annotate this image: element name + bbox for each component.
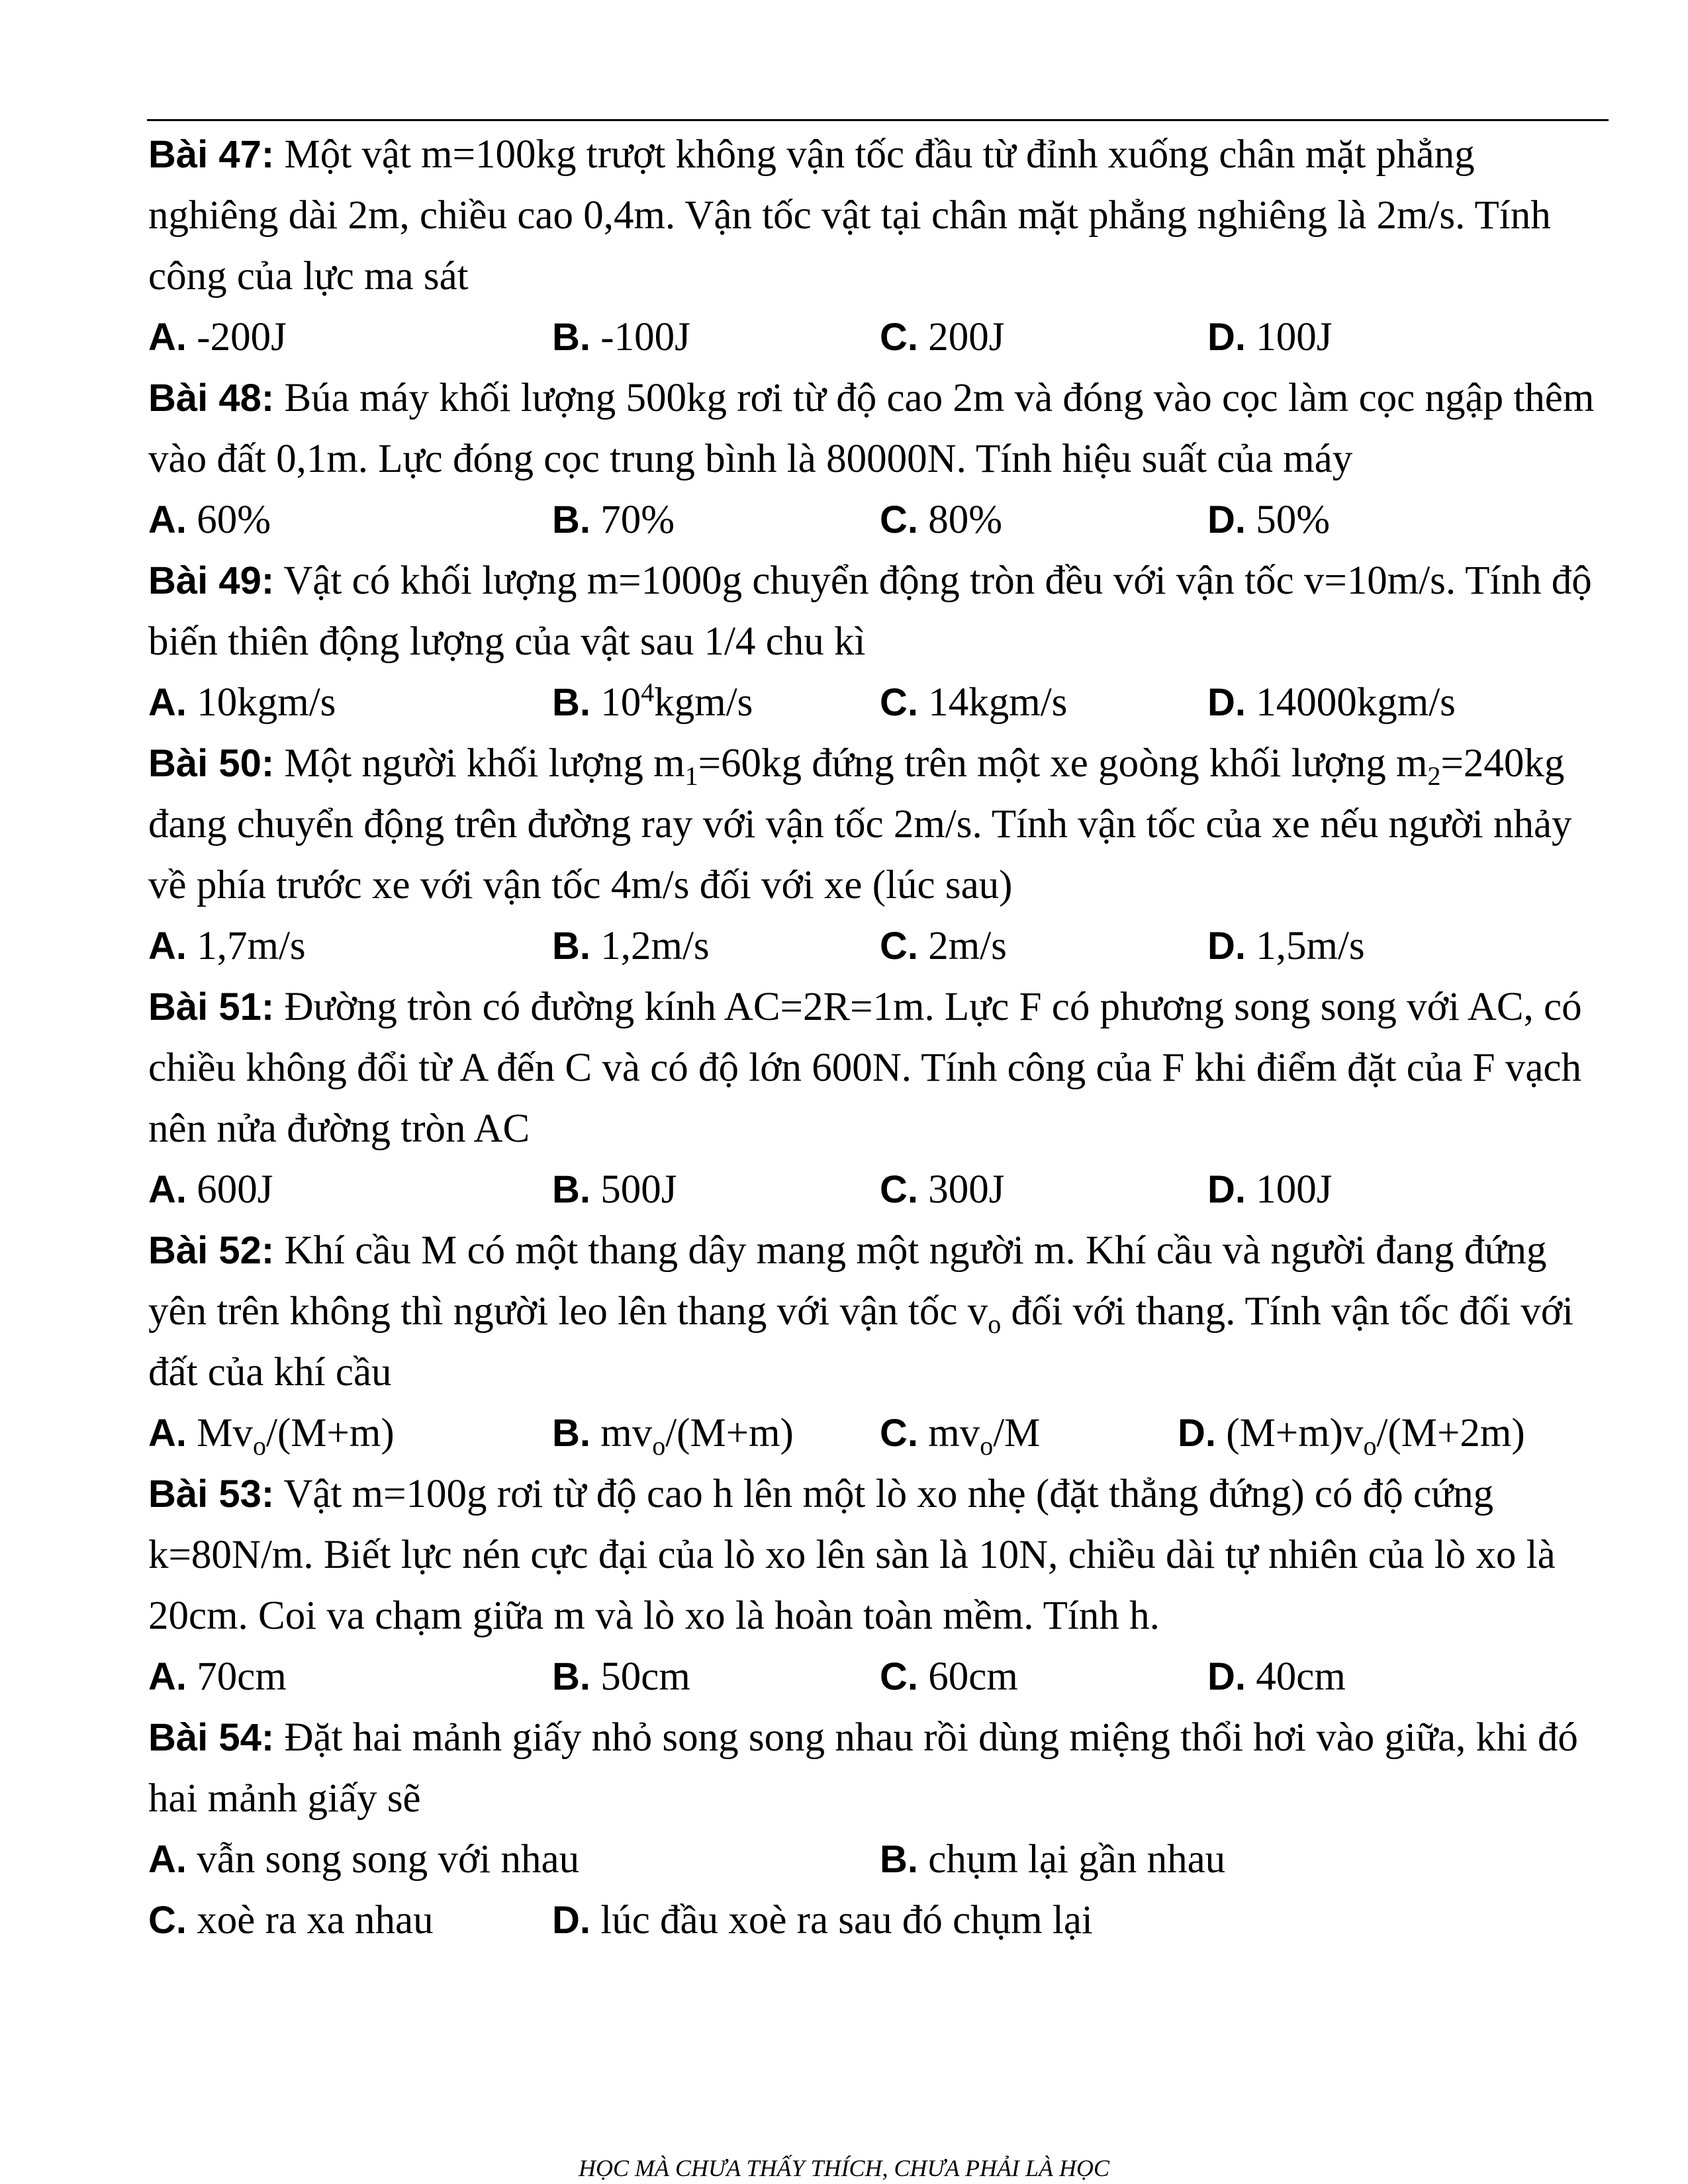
option-c[interactable]: C. $mv_o/M$: [880, 1411, 1041, 1461]
option-a[interactable]: A. $Mv_o/(M+m)$: [148, 1411, 395, 1461]
answer-options: [148, 916, 1611, 977]
problem-text: Đường tròn có đường kính AC=2R=1m. Lực F có phương song song với AC, có chiều không đổi từ A đến C và có độ lớn 600N. Tính công của F khi điểm đặt của F vạch nên nửa đường tròn AC: [148, 985, 1582, 1151]
option-d[interactable]: D. $(M+m)v_o/(M+2m)$: [1178, 1411, 1525, 1461]
problem-49: [148, 551, 1611, 733]
answer-options: [148, 672, 1611, 733]
problem-label: Bài 47:: [148, 133, 275, 176]
option-d[interactable]: D. lúc đầu xoè ra sau đó chụm lại: [552, 1898, 1093, 1942]
option-d[interactable]: D. 100J: [1207, 315, 1333, 359]
problem-list: [148, 124, 1611, 1951]
option-c[interactable]: C. xoè ra xa nhau: [148, 1898, 434, 1942]
option-b[interactable]: B. 1,2m/s: [552, 924, 710, 968]
problem-stem: [148, 551, 1611, 672]
problem-text: Đặt hai mảnh giấy nhỏ song song nhau rồi dùng miệng thổi hơi vào giữa, khi đó hai mảnh giấy sẽ: [148, 1715, 1578, 1821]
option-b[interactable]: B. chụm lại gần nhau: [880, 1837, 1226, 1882]
answer-options: [148, 1160, 1611, 1220]
option-b[interactable]: B. 70%: [552, 498, 675, 542]
option-a[interactable]: A. 10kgm/s: [148, 680, 336, 725]
problem-stem: [148, 124, 1611, 307]
problem-label: Bài 50:: [148, 742, 275, 785]
option-c[interactable]: C. 60cm: [880, 1655, 1018, 1699]
option-a[interactable]: A. 600J: [148, 1167, 273, 1212]
problem-text: Vật có khối lượng m=1000g chuyển động tròn đều với vận tốc v=10m/s. Tính độ biến thiên động lượng của vật sau 1/4 chu kì: [148, 559, 1592, 664]
problem-label: Bài 54:: [148, 1716, 275, 1759]
answer-options-row-2: [148, 1890, 1611, 1951]
problem-48: [148, 368, 1611, 551]
option-a[interactable]: A. 70cm: [148, 1655, 287, 1699]
option-d[interactable]: D. 50%: [1207, 498, 1331, 542]
problem-50: [148, 733, 1611, 977]
header-rule: [147, 119, 1609, 121]
problem-label: Bài 49:: [148, 559, 275, 602]
option-a[interactable]: A. 60%: [148, 498, 271, 542]
problem-52: [148, 1220, 1611, 1464]
answer-options-row-1: [148, 1829, 1611, 1890]
problem-text: Vật m=100g rơi từ độ cao h lên một lò xo nhẹ (đặt thẳng đứng) có độ cứng k=80N/m. Biết lực nén cực đại của lò xo lên sàn là 10N, chiều dài tự nhiên của lò xo là 20cm. Coi va chạm giữa m và lò xo là hoàn toàn mềm. Tính h.: [148, 1472, 1556, 1638]
problem-stem: [148, 977, 1611, 1160]
option-c[interactable]: C. 80%: [880, 498, 1003, 542]
option-a[interactable]: A. vẫn song song với nhau: [148, 1837, 580, 1882]
problem-label: Bài 53:: [148, 1473, 275, 1516]
option-d[interactable]: D. 1,5m/s: [1207, 924, 1365, 968]
problem-53: [148, 1464, 1611, 1707]
problem-51: [148, 977, 1611, 1220]
problem-54: [148, 1707, 1611, 1951]
problem-stem: [148, 1464, 1611, 1647]
option-b[interactable]: B. 500J: [552, 1167, 677, 1212]
option-c[interactable]: C. 300J: [880, 1167, 1005, 1212]
problem-stem: [148, 1707, 1611, 1829]
answer-options: [148, 1647, 1611, 1707]
option-d[interactable]: D. 14000kgm/s: [1207, 680, 1456, 725]
problem-text: Một vật m=100kg trượt không vận tốc đầu từ đỉnh xuống chân mặt phẳng nghiêng dài 2m, chiều cao 0,4m. Vận tốc vật tại chân mặt phẳng nghiêng là 2m/s. Tính công của lực ma sát: [148, 132, 1551, 298]
answer-options: [148, 1403, 1611, 1464]
problem-label: Bài 51:: [148, 985, 275, 1028]
option-c[interactable]: C. 14kgm/s: [880, 680, 1068, 725]
option-b[interactable]: B. $10^4kgm/s$: [552, 677, 753, 725]
option-b[interactable]: B. -100J: [552, 315, 690, 359]
problem-label: Bài 52:: [148, 1229, 275, 1272]
option-b[interactable]: B. $mv_o/(M+m)$: [552, 1411, 794, 1461]
problem-stem: Bài 50: Một người khối lượng $m_1=60kg$ đứng trên một xe goòng khối lượng $m_2=240kg$ đang chuyển động trên đường ray với vận tốc 2m/s. Tính vận tốc của xe nếu người nhảy về phía trước xe với vận tốc 4m/s đối với xe (lúc sau): [148, 741, 1572, 907]
option-c[interactable]: C. 200J: [880, 315, 1005, 359]
option-d[interactable]: D. 40cm: [1207, 1655, 1346, 1699]
answer-options: [148, 490, 1611, 551]
problem-text: Búa máy khối lượng 500kg rơi từ độ cao 2m và đóng vào cọc làm cọc ngập thêm vào đất 0,1m. Lực đóng cọc trung bình là 80000N. Tính hiệu suất của máy: [148, 376, 1595, 481]
problem-stem: [148, 368, 1611, 490]
problem-47: [148, 124, 1611, 368]
answer-options: [148, 307, 1611, 368]
option-a[interactable]: A. -200J: [148, 315, 287, 359]
page-footer: HỌC MÀ CHƯA THẤY THÍCH, CHƯA PHẢI LÀ HỌC: [578, 2155, 1109, 2181]
option-b[interactable]: B. 50cm: [552, 1655, 690, 1699]
problem-stem: Bài 52: Khí cầu M có một thang dây mang một người m. Khí cầu và người đang đứng yên trên không thì người leo lên thang với vận tốc $v_o$ đối với thang. Tính vận tốc đối với đất của khí cầu: [148, 1228, 1573, 1394]
option-d[interactable]: D. 100J: [1207, 1167, 1333, 1212]
problem-label: Bài 48:: [148, 377, 275, 420]
option-c[interactable]: C. 2m/s: [880, 924, 1007, 968]
option-a[interactable]: A. 1,7m/s: [148, 924, 306, 968]
